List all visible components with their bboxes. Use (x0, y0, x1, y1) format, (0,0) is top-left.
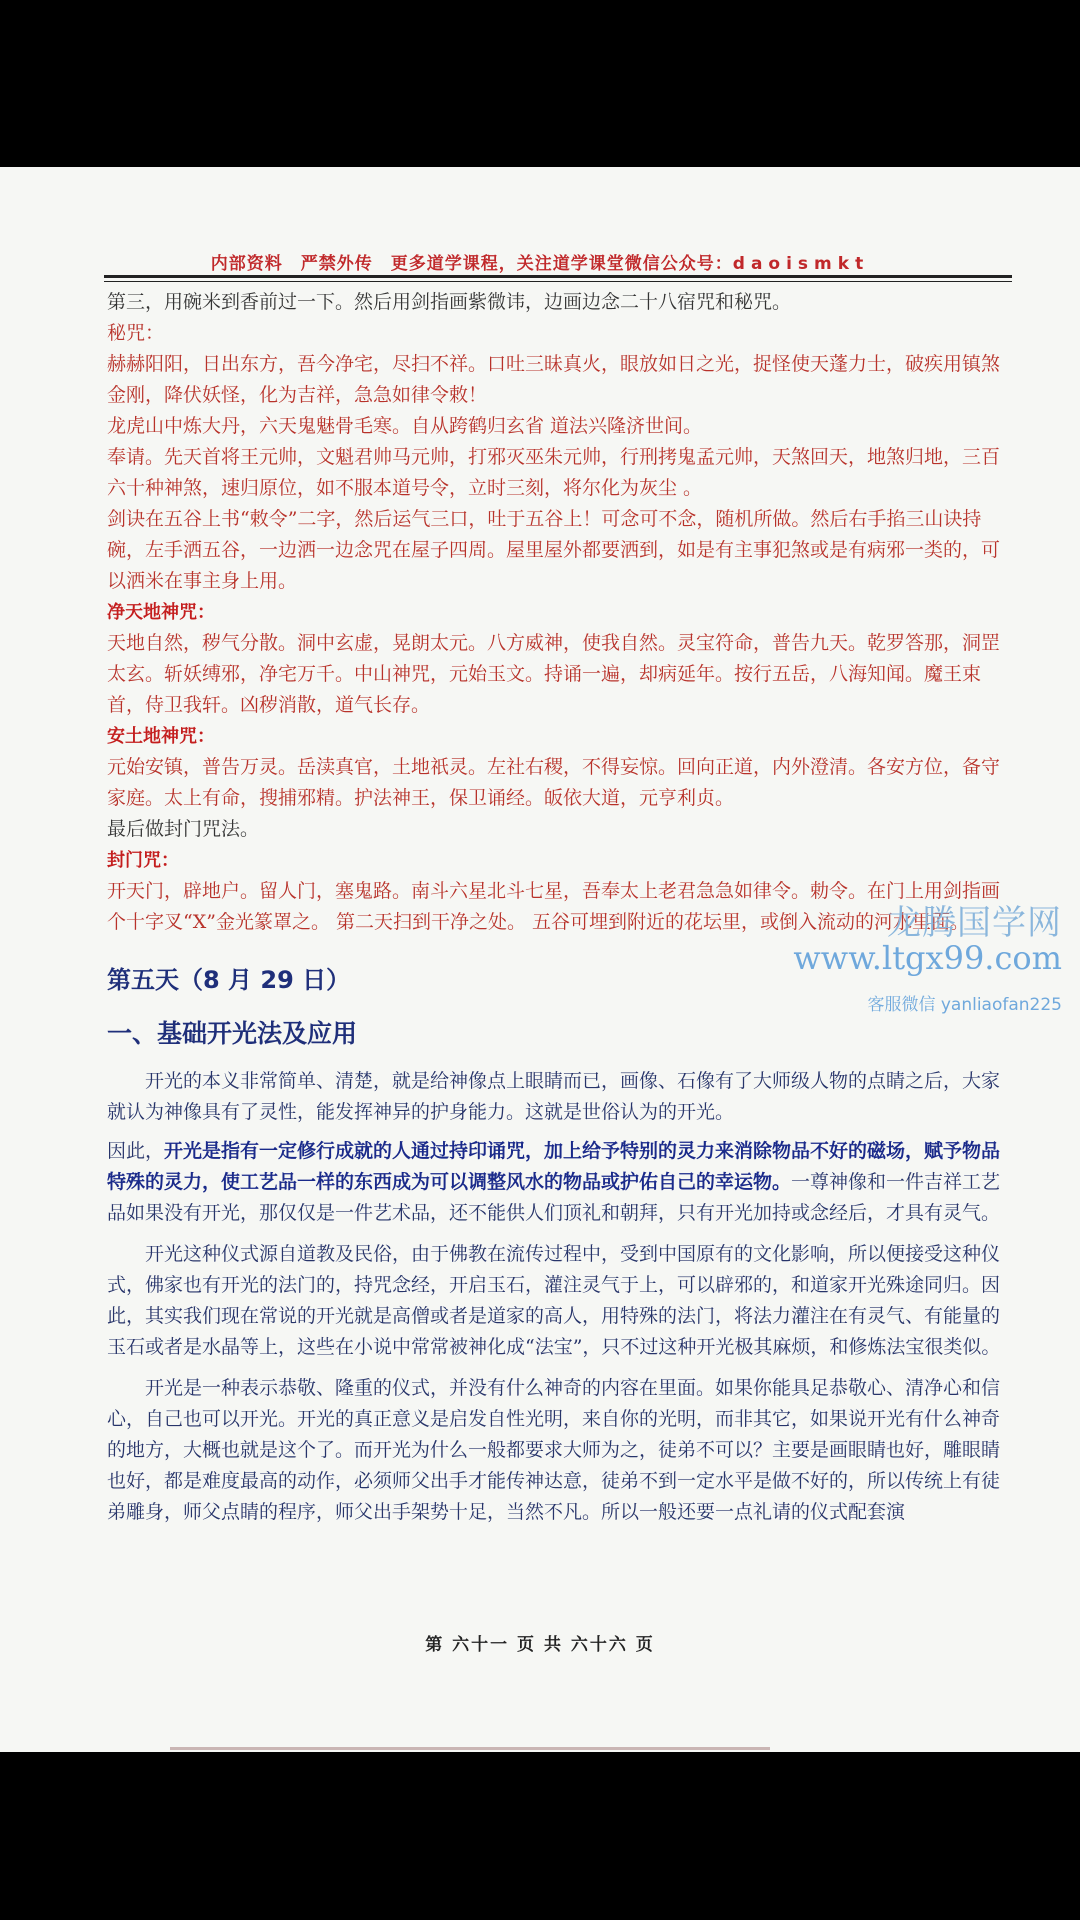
incantation: 元始安镇，普告万灵。岳渎真官，土地祇灵。左社右稷，不得妄惊。回向正道，内外澄清。各安方位，备守家庭。太上有命，搜捕邪精。护法神王，保卫诵经。皈依大道，元亨利贞。 (107, 756, 1001, 809)
watermark-brand: 龙腾国学网 (887, 903, 1062, 943)
paragraph: 第三，用碗米到香前过一下。然后用剑指画紫微讳，边画边念二十八宿咒和秘咒。 (107, 291, 792, 313)
paragraph-label: 秘咒： (107, 322, 165, 344)
watermark-url: www.ltgx99.com (793, 939, 1062, 977)
header-title: 内部资料 严禁外传 更多道学课程，关注道学课堂微信公众号： (210, 254, 733, 274)
paragraph: 开光是一种表示恭敬、隆重的仪式，并没有什么神奇的内容在里面。如果你能具足恭敬心、清净心和信心，自己也可以开光。开光的真正意义是启发自性光明，来自你的光明，而非其它，如果说开光有什么神奇的地方，大概也就是这个了。而开光为什么一般都要求大师为之，徒弟不可以？主要是画眼睛也好，雕眼睛也好，都是难度最高的动作，必须师父出手才能传神达意，徒弟不到一定水平是做不好的，所以传统上有徒弟雕身，师父点睛的程序，师父出手架势十足，当然不凡。所以一般还要一点礼请的仪式配套演 (107, 1377, 1001, 1523)
bleed-through-line (170, 1747, 770, 1750)
page-content (107, 287, 1012, 1528)
section-label: 封门咒： (107, 850, 179, 871)
section-heading: 一、基础开光法及应用 (107, 1019, 358, 1048)
watermark-contact: 客服微信 yanliaofan225 (867, 995, 1062, 1015)
paragraph: 最后做封门咒法。 (107, 818, 260, 840)
incantation: 开天门，辟地户。留人门，塞鬼路。南斗六星北斗七星，吾奉太上老君急急如律令。勅令。在门上用剑指画个十字叉“X”金光篆罩之。 第二天扫到干净之处。 五谷可埋到附近的花坛里，或倒入流动的河水里面。 (107, 880, 1001, 933)
paragraph: 开光的本义非常简单、清楚，就是给神像点上眼睛而已，画像、石像有了大师级人物的点睛之后，大家就认为神像具有了灵性，能发挥神异的护身能力。这就是世俗认为的开光。 (107, 1070, 1001, 1123)
section-label: 净天地神咒： (107, 602, 215, 623)
incantation: 天地自然，秽气分散。洞中玄虚，晃朗太元。八方威神，使我自然。灵宝符命，普告九天。乾罗答那，洞罡太玄。斩妖缚邪，净宅万千。中山神咒，元始玉文。持诵一遍，却病延年。按行五岳，八海知闻。魔王束首，侍卫我轩。凶秽消散，道气长存。 (107, 632, 1001, 716)
document-page (0, 167, 1080, 1752)
incantation: 龙虎山中炼大丹，六天鬼魅骨毛寒。自从跨鹤归玄省 道法兴隆济世间。 (107, 415, 703, 437)
header-rule-thin (104, 281, 1012, 282)
section-label: 安土地神咒： (107, 726, 215, 747)
header-rule (104, 275, 1012, 278)
day-heading: 第五天（8 月 29 日） (107, 966, 351, 994)
incantation: 赫赫阳阳，日出东方，吾今净宅，尽扫不祥。口吐三昧真火，眼放如日之光，捉怪使天蓬力士，破疾用镇煞金刚，降伏妖怪，化为吉祥，急急如律令敕！ (107, 353, 1001, 406)
paragraph: 剑诀在五谷上书“敕令”二字，然后运气三口，吐于五谷上！可念可不念，随机所做。然后右手掐三山诀持碗，左手洒五谷，一边洒一边念咒在屋子四周。屋里屋外都要洒到，如是有主事犯煞或是有病邪一类的，可以洒米在事主身上用。 (107, 508, 1001, 592)
paragraph (107, 1136, 1012, 1229)
paragraph-lead: 因此， (107, 1140, 165, 1162)
paragraph-tail: 一尊神像和一件吉祥工艺品如果没有开光，那仅仅是一件艺术品，还不能供人们顶礼和朝拜，只有开光加持或念经后，才具有灵气。 (107, 1171, 1001, 1224)
header-code: daoismkt (732, 254, 870, 274)
paragraph: 开光这种仪式源自道教及民俗，由于佛教在流传过程中，受到中国原有的文化影响，所以便接受这种仪式，佛家也有开光的法门的，持咒念经，开启玉石，灌注灵气于上，可以辟邪的，和道家开光殊途同归。因此，其实我们现在常说的开光就是高僧或者是道家的高人，用特殊的法门，将法力灌注在有灵气、有能量的玉石或者是水晶等上，这些在小说中常常被神化成“法宝”，只不过这种开光极其麻烦，和修炼法宝很类似。 (107, 1243, 1001, 1358)
emphasis-text: 开光是指有一定修行成就的人通过持印诵咒，加上给予特别的灵力来消除物品不好的磁场，赋予物品特殊的灵力，使工艺品一样的东西成为可以调整风水的物品或护佑自己的幸运物。 (107, 1140, 1001, 1193)
page-number: 第 六十一 页 共 六十六 页 (425, 1635, 655, 1655)
incantation: 奉请。先天首将王元帅，文魁君帅马元帅，打邪灭巫朱元帅，行刑拷鬼孟元帅，天煞回天，地煞归地，三百六十种神煞，速归原位，如不服本道号令，立时三刻，将尔化为灰尘 。 (107, 446, 1001, 499)
page-header (0, 249, 1080, 274)
